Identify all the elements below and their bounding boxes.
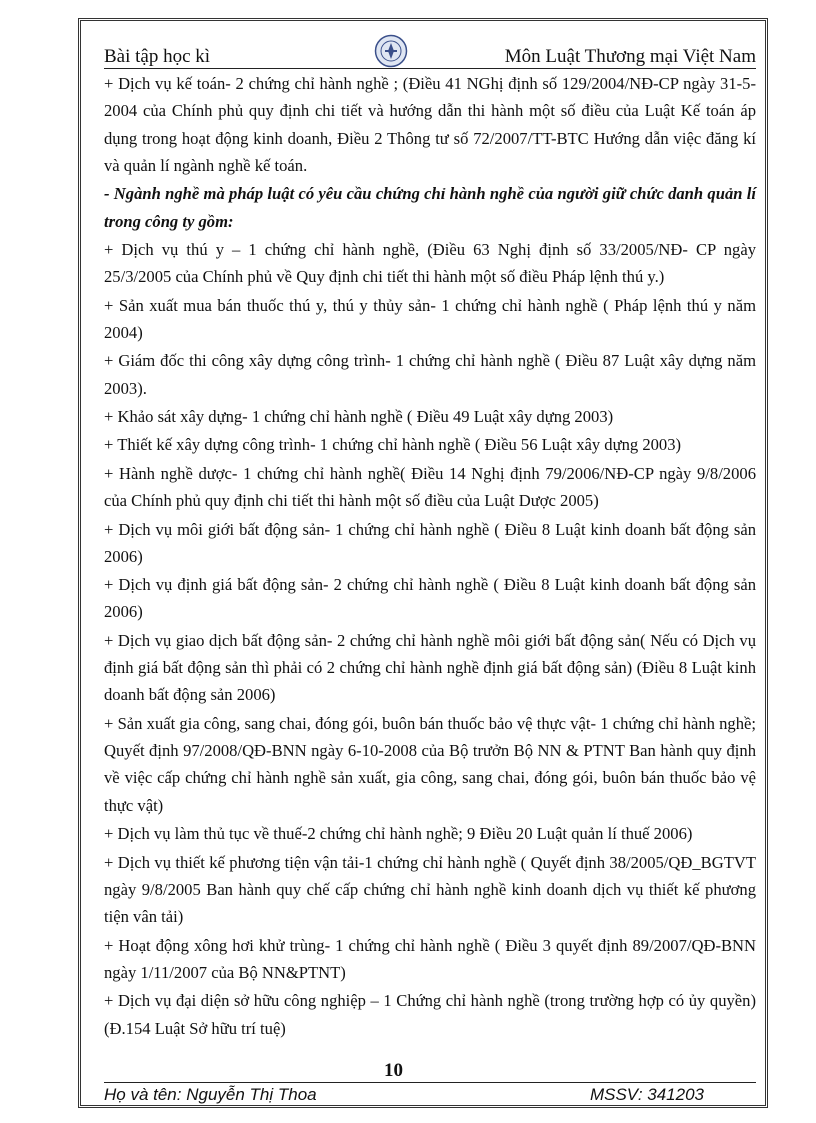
footer-student-id: MSSV: 341203 [589,1085,704,1104]
paragraph: + Dịch vụ định giá bất động sản- 2 chứng chỉ hành nghề ( Điều 8 Luật kinh doanh bất động sản 2006) [104,575,756,622]
paragraph: + Sản xuất gia công, sang chai, đóng gói, buôn bán thuốc bảo vệ thực vật- 1 chứng chỉ hành nghề; Quyết định 97/2008/QĐ-BNN ngày 6-10-2008 của Bộ trưởn Bộ NN & PTNT Ban hành quy định về việc cấp chứng chỉ hành nghề sản xuất, gia công, sang chai, đóng gói, buôn bán thuốc bảo vệ thực vật) [104,713,756,815]
paragraph: + Dịch vụ làm thủ tục về thuế-2 chứng chỉ hành nghề; 9 Điều 20 Luật quản lí thuế 2006) [104,824,693,844]
header-rule [104,68,756,69]
paragraph: + Dịch vụ giao dịch bất động sản- 2 chứng chỉ hành nghề môi giới bất động sản( Nếu có Dịch vụ định giá bất động sản thì phải có 2 chứng chỉ hành nghề định giá bất động sản) (Điều 8 Luật kinh doanh bất động sản 2006) [104,630,756,705]
paragraph: + Khảo sát xây dựng- 1 chứng chỉ hành nghề ( Điều 49 Luật xây dựng 2003) [104,407,614,427]
paragraph: + Dịch vụ đại diện sở hữu công nghiệp – 1 Chứng chỉ hành nghề (trong trường hợp có ủy quyền) (Đ.154 Luật Sở hữu trí tuệ) [104,991,756,1038]
paragraph: + Hành nghề dược- 1 chứng chỉ hành nghề( Điều 14 Nghị định 79/2006/NĐ-CP ngày 9/8/2006 của Chính phủ quy định chi tiết thi hành một số điều của Luật Dược 2005) [104,463,756,511]
paragraph: + Hoạt động xông hơi khử trùng- 1 chứng chỉ hành nghề ( Điều 3 quyết định 89/2007/QĐ-BNN ngày 1/11/2007 của Bộ NN&PTNT) [104,935,756,982]
university-seal-icon [374,34,408,68]
paragraph: + Dịch vụ thú y – 1 chứng chỉ hành nghề, (Điều 63 Nghị định số 33/2005/NĐ- CP ngày 25/3/2005 của Chính phủ về Quy định chi tiết thi hành một số điều Pháp lệnh thú y.) [104,239,756,287]
footer-student-name: Họ và tên: Nguyễn Thị Thoa [104,1085,317,1104]
document-body [104,70,756,1043]
paragraph: + Dịch vụ môi giới bất động sản- 1 chứng chỉ hành nghề ( Điều 8 Luật kinh doanh bất động sản 2006) [104,519,756,566]
header-subject: Môn Luật Thương mại Việt Nam [504,46,756,67]
paragraph: + Dịch vụ kế toán- 2 chứng chỉ hành nghề ; (Điều 41 NGhị định số 129/2004/NĐ-CP ngày 31-5-2004 của Chính phủ quy định chi tiết và hướng dẫn thi hành một số điều của Luật Kế toán áp dụng trong hoạt động kinh doanh, Điều 2 Thông tư số 72/2007/TT-BTC Hướng dẫn việc đăng kí và quản lí ngành nghề kế toán. [104,74,756,175]
paragraph: + Sản xuất mua bán thuốc thú y, thú y thủy sản- 1 chứng chỉ hành nghề ( Pháp lệnh thú y năm 2004) [104,295,756,342]
page-header [104,46,756,70]
paragraph: + Dịch vụ thiết kế phương tiện vận tải-1 chứng chỉ hành nghề ( Quyết định 38/2005/QĐ_BGTVT ngày 9/8/2005 Ban hành quy chế cấp chứng chỉ hành nghề kinh doanh dịch vụ thiết kế phương tiện vân tải) [104,852,756,927]
section-heading: - Ngành nghề mà pháp luật có yêu cầu chứng chỉ hành nghề của người giữ chức danh quản lí trong công ty gồm: [104,184,756,231]
page-number: 10 [384,1060,403,1081]
header-course-title: Bài tập học kì [104,46,211,67]
paragraph: + Thiết kế xây dựng công trình- 1 chứng chỉ hành nghề ( Điều 56 Luật xây dựng 2003) [104,435,682,455]
footer-rule [104,1082,756,1083]
paragraph: + Giám đốc thi công xây dựng công trình- 1 chứng chỉ hành nghề ( Điều 87 Luật xây dựng năm 2003). [104,351,756,398]
